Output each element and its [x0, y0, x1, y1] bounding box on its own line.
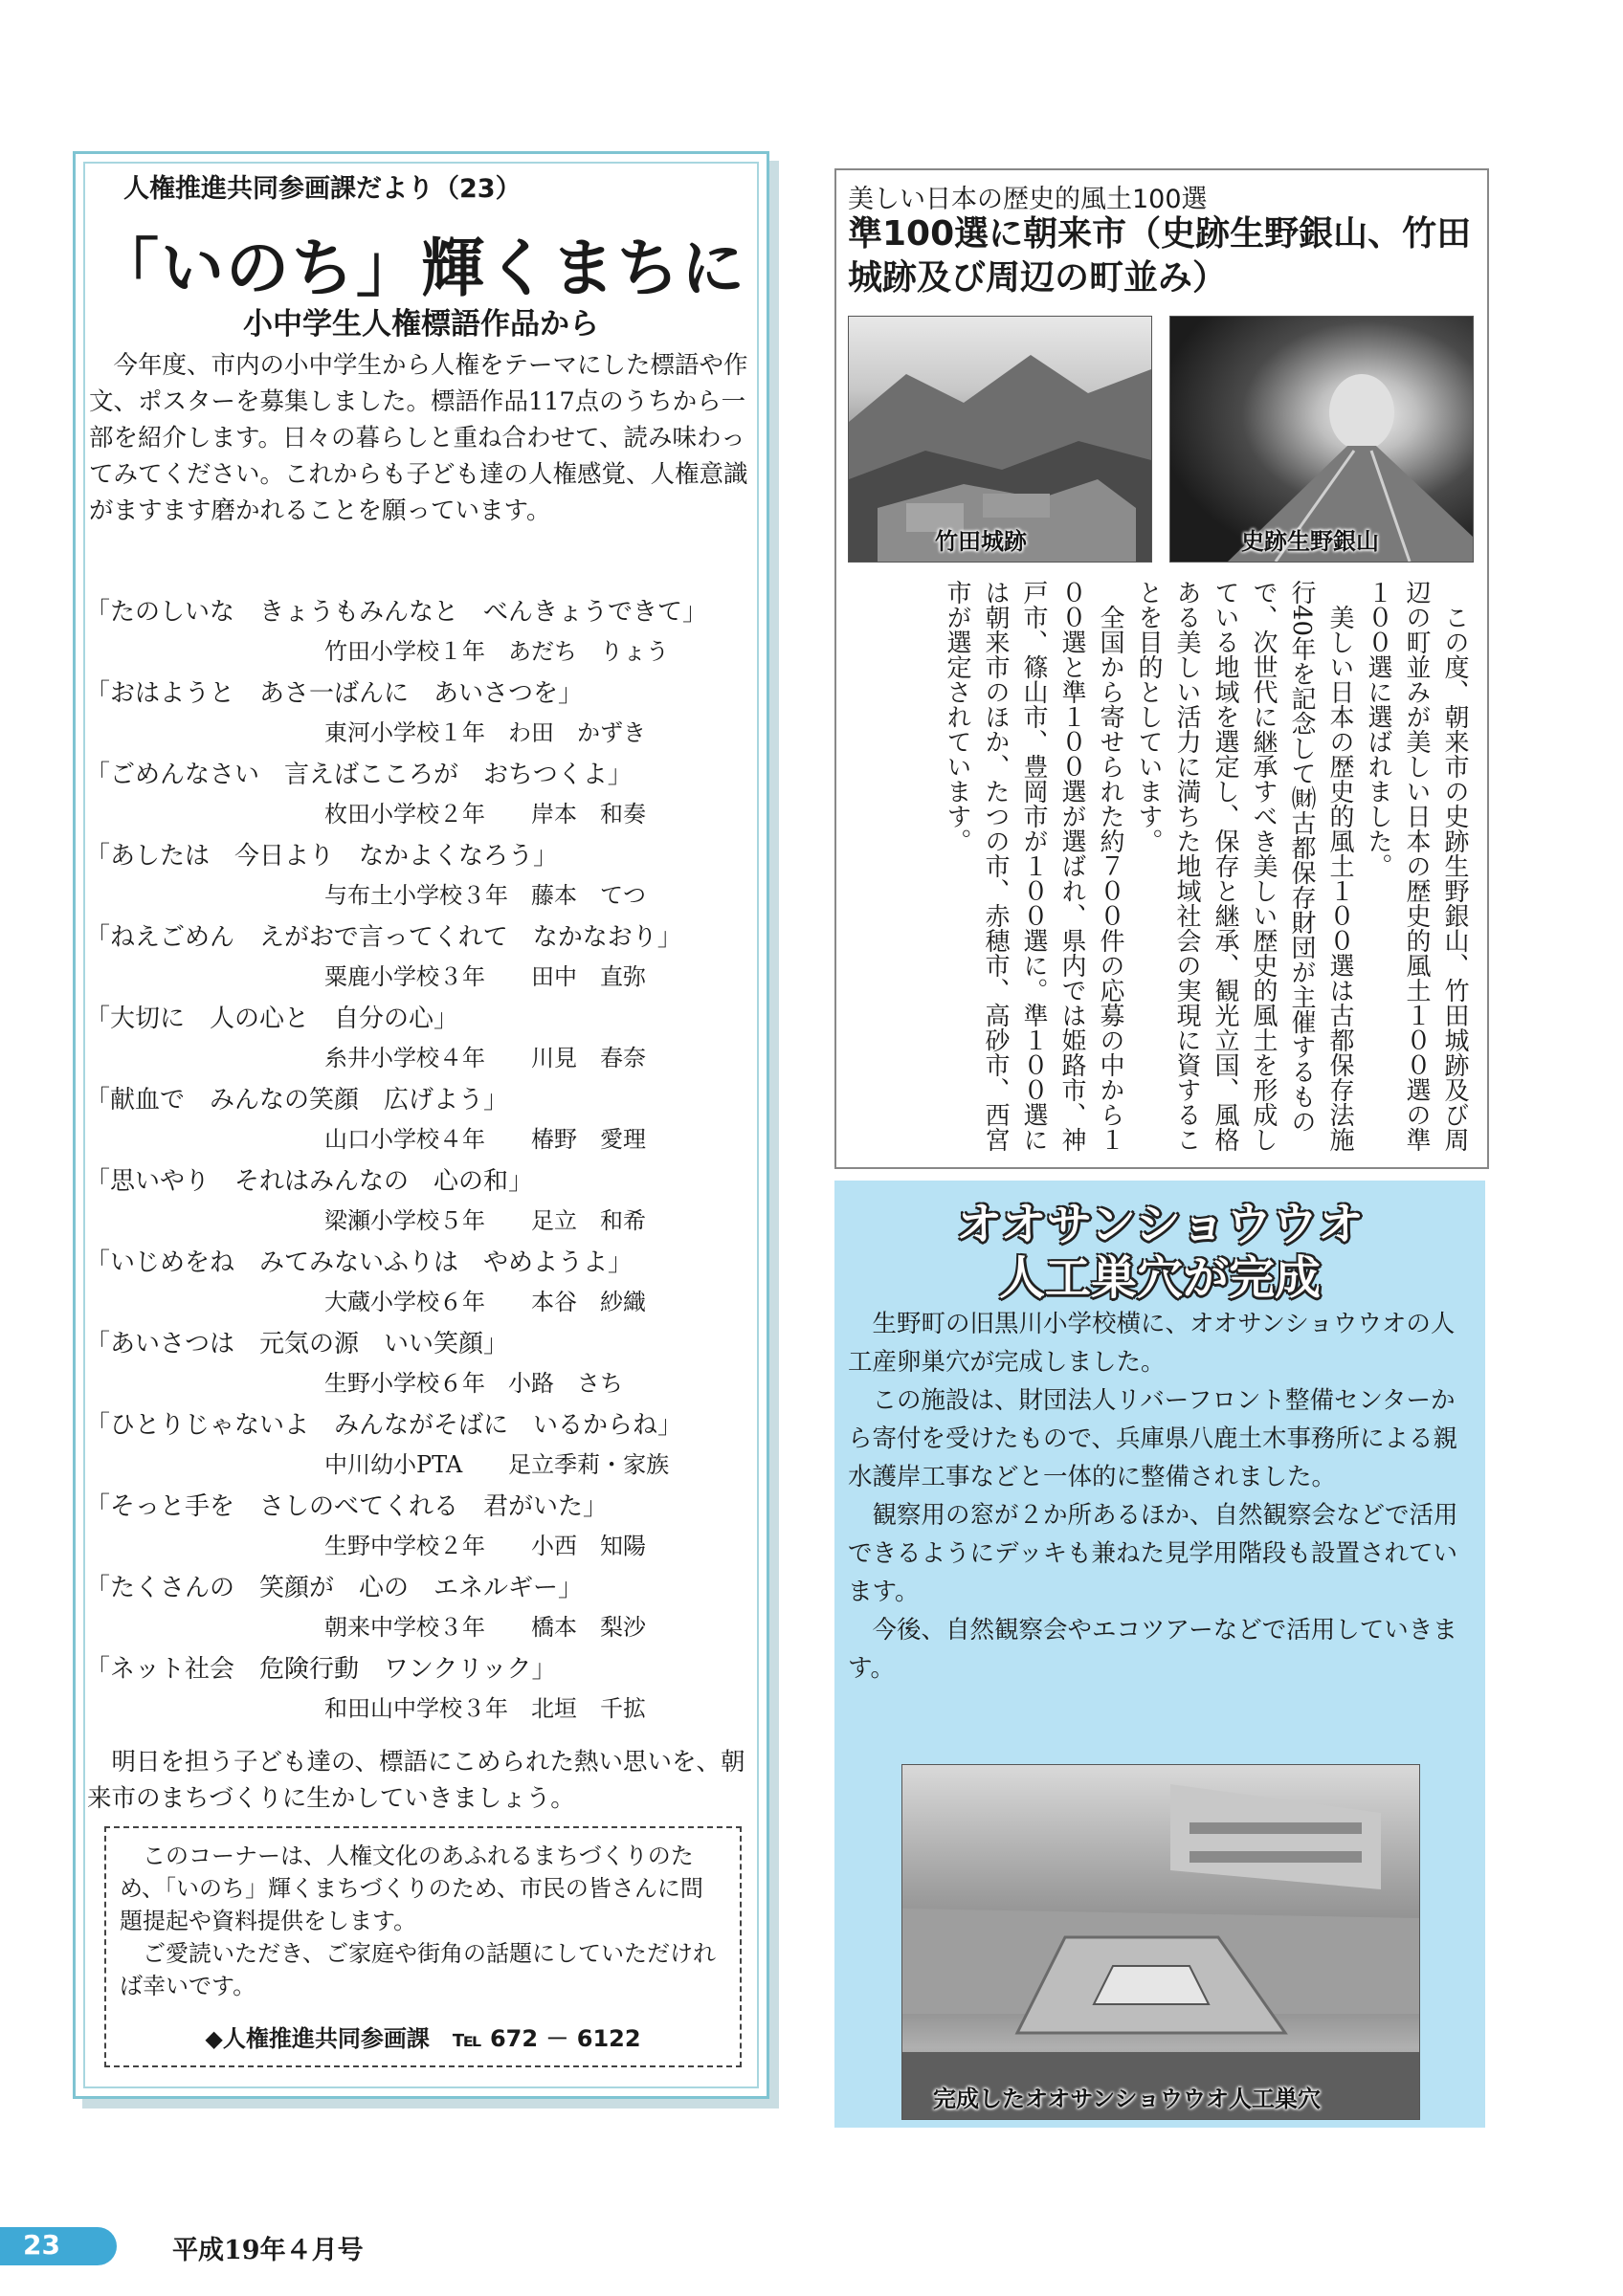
- column-subtitle: 小中学生人権標語作品から: [243, 307, 599, 342]
- slogan-text: 「ごめんなさい 言えばこころが おちつくよ」: [85, 761, 633, 789]
- human-rights-column: [73, 151, 769, 2099]
- article-paragraph: この施設は、財団法人リバーフロント整備センターから寄付を受けたもので、兵庫県八鹿土木事務所による親水護岸工事などと一体的に整備されました。: [848, 1386, 1457, 1491]
- vertical-article-body: [850, 580, 1474, 1154]
- slogan-text: 「あしたは 今日より なかよくなろう」: [85, 842, 559, 871]
- notice-text-2: ご愛読いただき、ご家庭や街角の話題にしていただければ幸いです。: [120, 1940, 717, 1999]
- slogan-author: 枚田小学校２年 岸本 和奏: [324, 801, 646, 828]
- photo-caption: 完成したオオサンショウウオ人工巣穴: [933, 2086, 1321, 2112]
- slogan-item: [85, 1080, 755, 1161]
- intro-paragraph: 今年度、市内の小中学生から人権をテーマにした標語や作文、ポスターを募集しました。標語作品117点のうちから一部を紹介します。日々の暮らしと重ね合わせて、読み味わってみてください。これからも子ども達の人権感覚、人権意識がますます磨かれることを願っています。: [89, 351, 748, 525]
- article-headline: 準100選に朝来市（史跡生野銀山、竹田城跡及び周辺の町並み）: [848, 214, 1472, 298]
- slogan-text: 「いじめをね みてみないふりは やめようよ」: [85, 1248, 634, 1277]
- slogan-author: 生野中学校２年 小西 知陽: [324, 1533, 646, 1559]
- slogan-list: [85, 592, 755, 1731]
- salamander-body: [848, 1305, 1472, 1688]
- notice-box: [104, 1826, 742, 2067]
- slogan-author: 糸井小学校４年 川見 春奈: [324, 1045, 646, 1071]
- photo-caption: 竹田城跡: [935, 528, 1027, 555]
- takeda-castle-photo: [848, 316, 1152, 563]
- photo-caption: 史跡生野銀山: [1241, 528, 1379, 555]
- salamander-article: [834, 1181, 1485, 2128]
- article-paragraph: 美しい日本の歴史的風土１００選は古都保存法施行40年を記念して㈶古都保存財団が主催するもので、次世代に継承すべき美しい歴史的風土を形成している地域を選定し、保存と継承、観光立国、風格ある美しい活力に満ちた地域社会の実現に資することを目的としています。: [1134, 580, 1354, 1152]
- nest-photo-illustration: [902, 1765, 1419, 2119]
- column-title: 「いのち」輝くまちに: [96, 232, 746, 305]
- slogan-text: 「ねえごめん えがおで言ってくれて なかなおり」: [85, 923, 682, 952]
- slogan-text: 「思いやり それはみんなの 心の和」: [85, 1167, 534, 1196]
- headline-line: 人工巣穴が完成: [998, 1251, 1321, 1305]
- slogan-item: [85, 592, 755, 673]
- notice-text: このコーナーは、人権文化のあふれるまちづくりのため、「いのち」輝くまちづくりのため、市民の皆さんに問題提起や資料提供をします。: [120, 1843, 703, 1934]
- slogan-author: 和田山中学校３年 北垣 千拡: [324, 1695, 646, 1722]
- slogan-item: [85, 917, 755, 999]
- slogan-item: [85, 755, 755, 836]
- historic-landscape-article: [834, 168, 1489, 1169]
- slogan-item: [85, 1487, 755, 1568]
- slogan-item: [85, 1243, 755, 1324]
- slogan-item: [85, 999, 755, 1080]
- slogan-text: 「おはようと あさ一ばんに あいさつを」: [85, 679, 584, 708]
- article-paragraph: この度、朝来市の史跡生野銀山、竹田城跡及び周辺の町並みが美しい日本の歴史的風土１００選の準１００選に選ばれました。: [1364, 580, 1469, 1152]
- salamander-nest-photo: [901, 1764, 1420, 2120]
- contact-line: ◆人権推進共同参画課 ℡ 672 － 6122: [205, 2025, 641, 2052]
- slogan-author: 大蔵小学校６年 本谷 紗織: [324, 1289, 646, 1315]
- slogan-item: [85, 836, 755, 917]
- slogan-text: 「そっと手を さしのべてくれる 君がいた」: [85, 1492, 609, 1521]
- article-paragraph: 全国から寄せられた約７００件の応募の中から１００選と準１００選が選ばれ、県内では姫路市、神戸市、篠山市、豊岡市が１００選に。準１００選には朝来市のほか、たつの市、赤穂市、高砂市、西宮市が選定されています。: [943, 580, 1124, 1152]
- slogan-text: 「ひとりじゃないよ みんながそばに いるからね」: [85, 1411, 683, 1440]
- issue-date: 平成19年４月号: [172, 2236, 364, 2265]
- ikuno-silver-mine-photo: [1169, 316, 1474, 563]
- slogan-author: 東河小学校１年 わ田 かずき: [324, 719, 646, 746]
- slogan-author: 与布土小学校３年 藤本 てつ: [324, 882, 646, 909]
- slogan-text: 「たくさんの 笑顔が 心の エネルギー」: [85, 1574, 584, 1602]
- article-kicker: 美しい日本の歴史的風土100選: [848, 185, 1208, 214]
- slogan-item: [85, 1161, 755, 1243]
- closing-paragraph: 明日を担う子ども達の、標語にこめられた熱い思いを、朝来市のまちづくりに生かしていきましょう。: [87, 1748, 745, 1813]
- slogan-item: [85, 1649, 755, 1731]
- slogan-item: [85, 1324, 755, 1405]
- slogan-text: 「あいさつは 元気の源 いい笑顔」: [85, 1330, 509, 1358]
- column-series-label: 人権推進共同参画課だより（23）: [123, 174, 522, 204]
- slogan-author: 生野小学校６年 小路 さち: [324, 1370, 623, 1397]
- slogan-text: 「大切に 人の心と 自分の心」: [85, 1004, 459, 1033]
- slogan-item: [85, 1568, 755, 1649]
- salamander-headline: [834, 1198, 1485, 1305]
- slogan-item: [85, 1405, 755, 1487]
- article-paragraph: 生野町の旧黒川小学校横に、オオサンショウウオの人工産卵巣穴が完成しました。: [848, 1310, 1456, 1377]
- headline-line: オオサンショウウオ: [955, 1198, 1364, 1251]
- slogan-text: 「献血で みんなの笑顔 広げよう」: [85, 1086, 509, 1115]
- slogan-item: [85, 673, 755, 755]
- slogan-text: 「たのしいな きょうもみんなと べんきょうできて」: [85, 598, 708, 627]
- slogan-author: 粟鹿小学校３年 田中 直弥: [324, 963, 646, 990]
- slogan-text: 「ネット社会 危険行動 ワンクリック」: [85, 1655, 557, 1684]
- article-paragraph: 今後、自然観察会やエコツアーなどで活用していきます。: [848, 1616, 1457, 1683]
- page-number: 23: [23, 2229, 60, 2261]
- slogan-author: 梁瀬小学校５年 足立 和希: [324, 1207, 646, 1234]
- slogan-author: 中川幼小PTA 足立季莉・家族: [324, 1451, 670, 1478]
- slogan-author: 朝来中学校３年 橋本 梨沙: [324, 1614, 646, 1641]
- article-paragraph: 観察用の窓が２か所あるほか、自然観察会などで活用できるようにデッキも兼ねた見学用階段も設置されています。: [848, 1501, 1458, 1606]
- slogan-author: 山口小学校４年 椿野 愛理: [324, 1126, 646, 1153]
- slogan-author: 竹田小学校１年 あだち りょう: [324, 638, 669, 665]
